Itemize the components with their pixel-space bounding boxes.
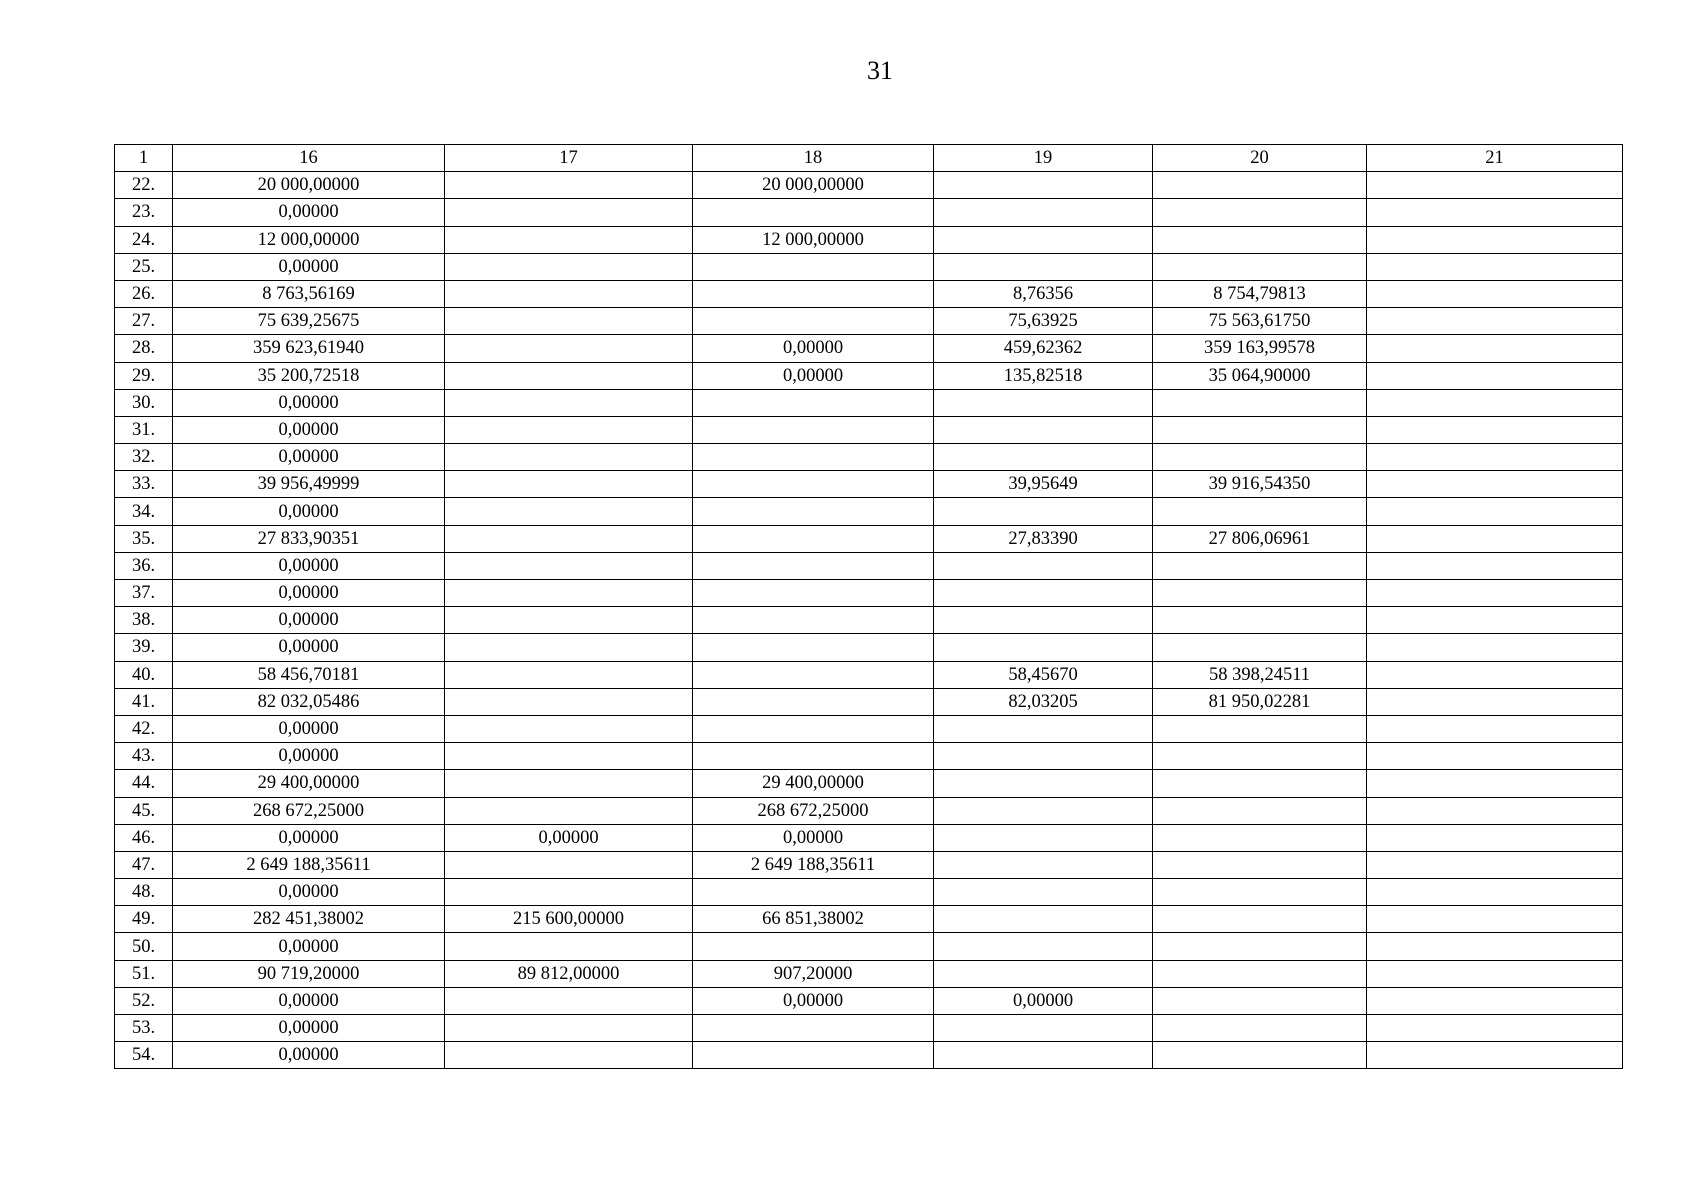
table-cell: [1367, 498, 1623, 525]
table-cell: 0,00000: [173, 389, 445, 416]
table-cell: [693, 634, 934, 661]
table-cell: [693, 416, 934, 443]
table-cell: 0,00000: [173, 580, 445, 607]
table-row: [115, 416, 1623, 443]
row-number-cell: 26.: [115, 280, 173, 307]
row-number-cell: 47.: [115, 851, 173, 878]
row-number-cell: 33.: [115, 471, 173, 498]
table-cell: 58 456,70181: [173, 661, 445, 688]
column-header: 16: [173, 145, 445, 172]
table-cell: 135,82518: [934, 362, 1153, 389]
table-cell: [1367, 226, 1623, 253]
table-cell: 27 806,06961: [1153, 525, 1367, 552]
table-cell: 39,95649: [934, 471, 1153, 498]
table-cell: 58,45670: [934, 661, 1153, 688]
table-cell: [934, 879, 1153, 906]
table-cell: [1367, 335, 1623, 362]
table-row: [115, 797, 1623, 824]
table-cell: 907,20000: [693, 960, 934, 987]
row-number-cell: 25.: [115, 253, 173, 280]
table-cell: 0,00000: [693, 362, 934, 389]
table-row: [115, 172, 1623, 199]
table-cell: [693, 498, 934, 525]
table-cell: [1367, 715, 1623, 742]
table-cell: [1153, 498, 1367, 525]
table-cell: [934, 851, 1153, 878]
table-cell: [445, 634, 693, 661]
row-number-cell: 49.: [115, 906, 173, 933]
table-cell: 0,00000: [173, 987, 445, 1014]
table-row: [115, 879, 1623, 906]
table-row: [115, 444, 1623, 471]
table-cell: [445, 253, 693, 280]
table-cell: 75,63925: [934, 308, 1153, 335]
table-cell: 20 000,00000: [173, 172, 445, 199]
table-cell: 0,00000: [693, 824, 934, 851]
table-cell: [1367, 389, 1623, 416]
table-cell: [693, 471, 934, 498]
table-cell: 268 672,25000: [173, 797, 445, 824]
table-cell: [445, 552, 693, 579]
table-cell: [693, 552, 934, 579]
table-cell: [1367, 987, 1623, 1014]
table-row: [115, 770, 1623, 797]
row-number-cell: 50.: [115, 933, 173, 960]
table-cell: [1153, 743, 1367, 770]
table-cell: 0,00000: [173, 253, 445, 280]
table-row: [115, 987, 1623, 1014]
table-cell: [1153, 580, 1367, 607]
table-cell: [445, 770, 693, 797]
row-number-cell: 28.: [115, 335, 173, 362]
table-cell: [1367, 743, 1623, 770]
table-cell: 75 639,25675: [173, 308, 445, 335]
column-header: 18: [693, 145, 934, 172]
table-cell: [693, 253, 934, 280]
table-cell: [693, 199, 934, 226]
table-cell: [445, 498, 693, 525]
row-number-cell: 40.: [115, 661, 173, 688]
table-cell: [934, 824, 1153, 851]
table-cell: [1367, 1015, 1623, 1042]
table-cell: [934, 172, 1153, 199]
table-cell: [1153, 960, 1367, 987]
table-cell: 66 851,38002: [693, 906, 934, 933]
table-cell: 27 833,90351: [173, 525, 445, 552]
table-cell: [1367, 851, 1623, 878]
table-cell: [934, 416, 1153, 443]
table-cell: [1367, 471, 1623, 498]
table-row: [115, 308, 1623, 335]
table-row: [115, 498, 1623, 525]
table-cell: [1367, 661, 1623, 688]
table-cell: 39 956,49999: [173, 471, 445, 498]
row-number-cell: 32.: [115, 444, 173, 471]
table-row: [115, 226, 1623, 253]
table-cell: [1367, 308, 1623, 335]
table-cell: [934, 715, 1153, 742]
row-number-cell: 36.: [115, 552, 173, 579]
row-number-cell: 44.: [115, 770, 173, 797]
row-number-cell: 24.: [115, 226, 173, 253]
table-cell: [934, 552, 1153, 579]
table-cell: [445, 389, 693, 416]
row-number-cell: 29.: [115, 362, 173, 389]
table-cell: [1153, 389, 1367, 416]
table-cell: [693, 661, 934, 688]
table-row: [115, 471, 1623, 498]
table-row: [115, 933, 1623, 960]
table-cell: [1367, 444, 1623, 471]
table-cell: [693, 688, 934, 715]
table-row: [115, 1015, 1623, 1042]
table-cell: [693, 444, 934, 471]
table-cell: [934, 770, 1153, 797]
table-cell: [445, 172, 693, 199]
table-cell: [1367, 879, 1623, 906]
table-cell: [1153, 906, 1367, 933]
column-header: 20: [1153, 145, 1367, 172]
row-number-cell: 51.: [115, 960, 173, 987]
table-cell: [934, 498, 1153, 525]
table-cell: 0,00000: [693, 987, 934, 1014]
table-cell: [934, 1042, 1153, 1069]
table-row: [115, 253, 1623, 280]
table-row: [115, 580, 1623, 607]
table-cell: 359 163,99578: [1153, 335, 1367, 362]
table-cell: [445, 688, 693, 715]
row-number-cell: 45.: [115, 797, 173, 824]
table-cell: 0,00000: [173, 715, 445, 742]
table-cell: [693, 308, 934, 335]
table-cell: [1153, 770, 1367, 797]
row-number-cell: 54.: [115, 1042, 173, 1069]
table-row: [115, 552, 1623, 579]
row-number-cell: 22.: [115, 172, 173, 199]
table-cell: [1367, 770, 1623, 797]
table-cell: 0,00000: [173, 199, 445, 226]
table-cell: [445, 661, 693, 688]
table-cell: [693, 525, 934, 552]
table-cell: [693, 1042, 934, 1069]
table-cell: [1367, 688, 1623, 715]
table-cell: [1367, 253, 1623, 280]
row-number-cell: 31.: [115, 416, 173, 443]
table-cell: [445, 280, 693, 307]
table-row: [115, 634, 1623, 661]
table-cell: [693, 280, 934, 307]
table-cell: 0,00000: [934, 987, 1153, 1014]
table-cell: [445, 607, 693, 634]
table-cell: 0,00000: [173, 552, 445, 579]
table-cell: [445, 416, 693, 443]
table-cell: [934, 199, 1153, 226]
table-cell: [1153, 552, 1367, 579]
column-header: 1: [115, 145, 173, 172]
row-number-cell: 43.: [115, 743, 173, 770]
table-row: [115, 688, 1623, 715]
table-cell: [445, 987, 693, 1014]
table-cell: [693, 933, 934, 960]
table-cell: [1153, 879, 1367, 906]
table-cell: 8 754,79813: [1153, 280, 1367, 307]
table-cell: [445, 444, 693, 471]
table-cell: 0,00000: [173, 634, 445, 661]
column-header: 21: [1367, 145, 1623, 172]
table-cell: [934, 797, 1153, 824]
table-cell: [1153, 172, 1367, 199]
table-cell: 12 000,00000: [173, 226, 445, 253]
table-cell: [1367, 416, 1623, 443]
table-cell: [1367, 1042, 1623, 1069]
table-cell: [934, 960, 1153, 987]
row-number-cell: 23.: [115, 199, 173, 226]
table-cell: 35 064,90000: [1153, 362, 1367, 389]
table-row: [115, 1042, 1623, 1069]
table-cell: [693, 715, 934, 742]
table-cell: 81 950,02281: [1153, 688, 1367, 715]
table-cell: [1153, 933, 1367, 960]
table-cell: [445, 715, 693, 742]
table-row: [115, 661, 1623, 688]
table-cell: 282 451,38002: [173, 906, 445, 933]
table-cell: 89 812,00000: [445, 960, 693, 987]
table-cell: 75 563,61750: [1153, 308, 1367, 335]
table-cell: [445, 335, 693, 362]
table-row: [115, 851, 1623, 878]
table-cell: 215 600,00000: [445, 906, 693, 933]
table-row: [115, 199, 1623, 226]
table-cell: 0,00000: [173, 743, 445, 770]
table-row: [115, 362, 1623, 389]
table-cell: [1153, 797, 1367, 824]
row-number-cell: 53.: [115, 1015, 173, 1042]
table-cell: [1367, 824, 1623, 851]
table-cell: 2 649 188,35611: [693, 851, 934, 878]
table-cell: [1367, 797, 1623, 824]
table-cell: [693, 607, 934, 634]
table-row: [115, 960, 1623, 987]
table-cell: [1153, 253, 1367, 280]
table-cell: 0,00000: [173, 933, 445, 960]
column-header: 19: [934, 145, 1153, 172]
table-cell: [445, 743, 693, 770]
table-row: [115, 280, 1623, 307]
row-number-cell: 34.: [115, 498, 173, 525]
table-cell: 39 916,54350: [1153, 471, 1367, 498]
table-cell: 90 719,20000: [173, 960, 445, 987]
table-cell: [1367, 933, 1623, 960]
table-cell: 8 763,56169: [173, 280, 445, 307]
table-cell: [934, 389, 1153, 416]
table-cell: [934, 580, 1153, 607]
table-cell: [1367, 280, 1623, 307]
table-cell: 0,00000: [173, 1015, 445, 1042]
table-cell: 29 400,00000: [173, 770, 445, 797]
table-cell: [1153, 199, 1367, 226]
table-row: [115, 389, 1623, 416]
table-body: [115, 172, 1623, 1069]
table-row: [115, 824, 1623, 851]
table-cell: 0,00000: [693, 335, 934, 362]
row-number-cell: 38.: [115, 607, 173, 634]
table-cell: 58 398,24511: [1153, 661, 1367, 688]
table-cell: [1153, 715, 1367, 742]
table-row: [115, 335, 1623, 362]
table-cell: [445, 226, 693, 253]
table-cell: 0,00000: [173, 824, 445, 851]
table-cell: [1367, 960, 1623, 987]
table-cell: 0,00000: [173, 1042, 445, 1069]
table-cell: [445, 580, 693, 607]
table-cell: [1153, 851, 1367, 878]
table-cell: 0,00000: [173, 879, 445, 906]
row-number-cell: 27.: [115, 308, 173, 335]
row-number-cell: 42.: [115, 715, 173, 742]
header-row: [115, 145, 1623, 172]
row-number-cell: 52.: [115, 987, 173, 1014]
table-cell: [934, 906, 1153, 933]
table-row: [115, 607, 1623, 634]
table-cell: [1153, 1042, 1367, 1069]
table-cell: 2 649 188,35611: [173, 851, 445, 878]
row-number-cell: 39.: [115, 634, 173, 661]
table-cell: [1367, 362, 1623, 389]
table-cell: [934, 444, 1153, 471]
row-number-cell: 46.: [115, 824, 173, 851]
table-cell: [1153, 824, 1367, 851]
table-cell: [445, 879, 693, 906]
table-row: [115, 743, 1623, 770]
table-cell: 27,83390: [934, 525, 1153, 552]
table-cell: [445, 851, 693, 878]
table-cell: [1367, 525, 1623, 552]
table-cell: [1153, 987, 1367, 1014]
table-cell: 82,03205: [934, 688, 1153, 715]
table-cell: [934, 226, 1153, 253]
table-cell: [693, 879, 934, 906]
table-cell: [693, 743, 934, 770]
table-row: [115, 715, 1623, 742]
table-cell: [1153, 444, 1367, 471]
table-cell: [934, 1015, 1153, 1042]
row-number-cell: 35.: [115, 525, 173, 552]
table-cell: 268 672,25000: [693, 797, 934, 824]
table-cell: [934, 933, 1153, 960]
column-header: 17: [445, 145, 693, 172]
table-cell: [445, 797, 693, 824]
page-number: 31: [867, 56, 893, 85]
table-cell: [445, 362, 693, 389]
table-cell: [445, 471, 693, 498]
table-cell: [1153, 1015, 1367, 1042]
table-cell: [445, 199, 693, 226]
table-cell: [445, 525, 693, 552]
table-cell: [1367, 580, 1623, 607]
table-cell: [934, 253, 1153, 280]
row-number-cell: 30.: [115, 389, 173, 416]
table-cell: [693, 1015, 934, 1042]
table-cell: [934, 607, 1153, 634]
table-cell: [1153, 634, 1367, 661]
table-cell: 12 000,00000: [693, 226, 934, 253]
table-cell: 0,00000: [445, 824, 693, 851]
table-cell: [1367, 906, 1623, 933]
table-cell: 459,62362: [934, 335, 1153, 362]
row-number-cell: 37.: [115, 580, 173, 607]
table-cell: [1367, 552, 1623, 579]
table-cell: [1367, 172, 1623, 199]
table-cell: [934, 743, 1153, 770]
table-cell: [445, 933, 693, 960]
table-cell: [1367, 199, 1623, 226]
table-cell: 20 000,00000: [693, 172, 934, 199]
table-cell: [445, 1015, 693, 1042]
table-cell: [934, 634, 1153, 661]
table-cell: [1153, 416, 1367, 443]
row-number-cell: 48.: [115, 879, 173, 906]
table-cell: 0,00000: [173, 444, 445, 471]
table-cell: 8,76356: [934, 280, 1153, 307]
table-cell: [1153, 607, 1367, 634]
table-cell: 0,00000: [173, 607, 445, 634]
table-cell: [1367, 634, 1623, 661]
table-cell: [693, 580, 934, 607]
table-cell: [693, 389, 934, 416]
table-cell: 35 200,72518: [173, 362, 445, 389]
data-table: [114, 144, 1623, 1069]
table-cell: 0,00000: [173, 416, 445, 443]
table-cell: [445, 1042, 693, 1069]
table-cell: 0,00000: [173, 498, 445, 525]
table-cell: 359 623,61940: [173, 335, 445, 362]
table-row: [115, 906, 1623, 933]
row-number-cell: 41.: [115, 688, 173, 715]
table-row: [115, 525, 1623, 552]
table-cell: 29 400,00000: [693, 770, 934, 797]
table-cell: [1153, 226, 1367, 253]
table-cell: [1367, 607, 1623, 634]
table-cell: [445, 308, 693, 335]
table-cell: 82 032,05486: [173, 688, 445, 715]
